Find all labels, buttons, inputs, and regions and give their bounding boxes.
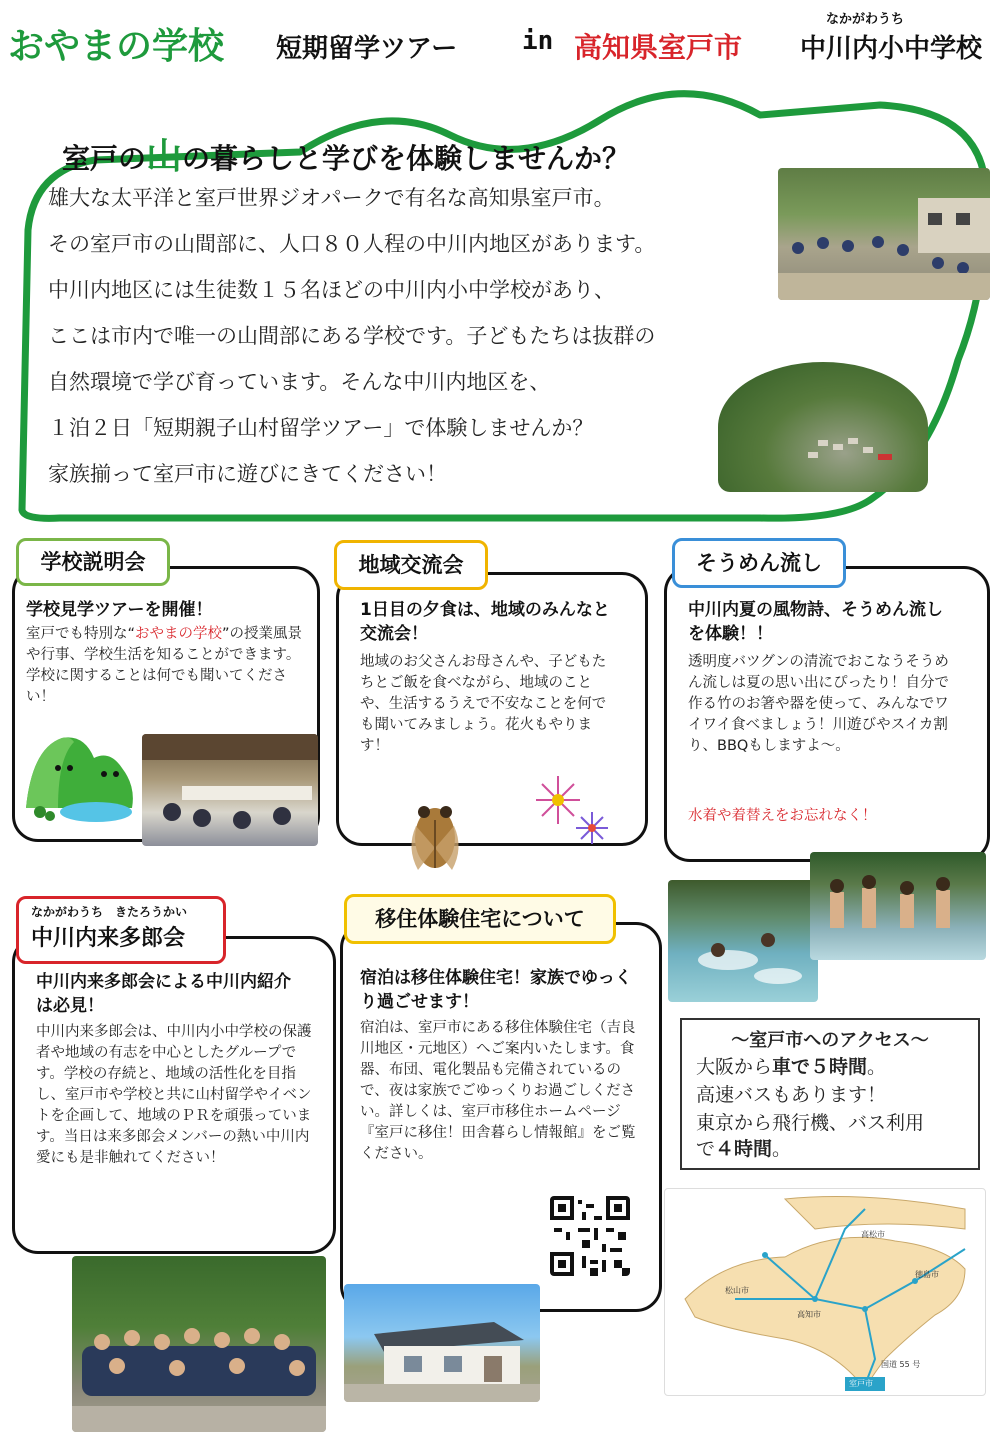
intro-line: ここは市内で唯一の山間部にある学校です。子どもたちは抜群の — [48, 324, 656, 348]
housing-tag: 移住体験住宅について — [344, 894, 616, 944]
access-line1-pre: 大阪から — [696, 1056, 773, 1078]
intro-line: 雄大な太平洋と室戸世界ジオパークで有名な高知県室戸市。 — [48, 186, 615, 210]
somen-tag: そうめん流し — [672, 538, 846, 588]
kitaro-tag-wrap — [16, 896, 226, 964]
mountain-mascot-icon — [22, 728, 138, 824]
somen-body: 透明度バツグンの清流でおこなうそうめん流しは夏の思い出にぴったり！自分で作る竹のお箸や器を使って、みんなでワイワイ食べましょう！川遊びやスイカ割り、BBQもしますよ～。 — [688, 654, 949, 754]
map-city-tokushima: 徳島市 — [915, 1270, 939, 1279]
headline-post: の暮らしと学びを体験しませんか？ — [182, 142, 631, 175]
map-city-kochi: 高知市 — [797, 1310, 821, 1319]
village-aerial-photo — [718, 362, 928, 492]
cicada-icon — [402, 798, 468, 874]
exchange-tag: 地域交流会 — [334, 540, 488, 590]
access-box — [680, 1018, 980, 1170]
school-ruby: なかがわうち — [826, 12, 905, 27]
shikoku-map — [664, 1188, 986, 1396]
intro-line: 中川内地区には生徒数１５名ほどの中川内小中学校があり、 — [48, 278, 615, 302]
access-line4-post: 。 — [772, 1138, 792, 1160]
headline-pre: 室戸の — [62, 142, 147, 175]
access-title: ～室戸市へのアクセス～ — [731, 1030, 929, 1051]
house-photo — [344, 1284, 540, 1402]
headline-mountain: 山 — [146, 136, 183, 177]
fireworks-icon — [528, 770, 614, 850]
map-road-label: 国道 55 号 — [881, 1360, 921, 1369]
exchange-heading: 1日目の夕食は、地域のみんなと交流会！ — [360, 600, 610, 644]
school-ground-photo — [778, 168, 990, 300]
location-title: 高知県室戸市 — [574, 31, 743, 64]
brand-title: おやまの学校 — [8, 26, 225, 67]
oyama-highlight: おやまの学校 — [135, 626, 223, 642]
kitaro-body: 中川内来多郎会は、中川内小中学校の保護者や地域の有志を中心としたグループです。学校の存続と、地域の活性化を目指し、室戸市や学校と共に山村留学やイベントを企画して、地域のＰＲを頑張っています。当日は来多郎会メンバーの熱い中川内愛にも是非触れてください！ — [36, 1024, 312, 1166]
intro-headline — [62, 128, 630, 179]
intro-line: 家族揃って室戸市に遊びにきてください！ — [48, 462, 447, 486]
school-info-tag: 学校説明会 — [16, 538, 170, 586]
kitaro-ruby: なかがわうち きたろうかい — [31, 905, 188, 919]
school-info-heading: 学校見学ツアーを開催！ — [26, 600, 213, 620]
housing-body: 宿泊は、室戸市にある移住体験住宅（吉良川地区・元地区）へご案内いたします。食器、布団、電化製品も完備されているので、夜は家族でごゆっくりお過ごしください。詳しくは、室戸市移住ホームページ『室戸に移住！田舎暮らし情報館』をご覧ください。 — [360, 1020, 636, 1162]
access-line4-pre: で — [696, 1138, 716, 1160]
school-info-body — [26, 624, 306, 708]
access-line1-post: 。 — [867, 1056, 887, 1078]
group-photo — [72, 1256, 326, 1432]
river-play-photo — [668, 880, 818, 1002]
in-label: in — [522, 26, 554, 56]
map-city-takamatsu: 高松市 — [861, 1230, 885, 1239]
access-line-2: 高速バスもあります！ — [696, 1084, 887, 1106]
access-line-1 — [696, 1052, 886, 1079]
classroom-photo — [142, 734, 318, 846]
kitaro-heading: 中川内来多郎会による中川内紹介は必見！ — [36, 972, 291, 1016]
access-line4-bold: ４時間 — [715, 1138, 773, 1160]
map-city-muroto: 室戸市 — [849, 1379, 873, 1388]
access-line-3: 東京から飛行機、バス利用 — [696, 1112, 925, 1134]
tour-title: 短期留学ツアー — [276, 34, 458, 64]
housing-heading: 宿泊は移住体験住宅！家族でゆっくり過ごせます！ — [360, 968, 632, 1012]
somen-note: 水着や着替えをお忘れなく！ — [688, 808, 877, 824]
school-info-body-pre: 室戸でも特別な“ — [26, 626, 136, 642]
intro-line: 自然環境で学び育っています。そんな中川内地区を、 — [48, 370, 551, 394]
intro-line: １泊２日「短期親子山村留学ツアー」で体験しませんか？ — [48, 416, 594, 440]
exchange-body: 地域のお父さんお母さんや、子どもたちとご飯を食べながら、地域のことや、生活するうえで不安なことを何でも聞いてみましょう。花火もやります！ — [360, 654, 607, 754]
qr-code[interactable] — [550, 1196, 630, 1276]
somen-heading: 中川内夏の風物詩、そうめん流しを体験！！ — [688, 600, 943, 644]
access-line-4 — [696, 1134, 791, 1161]
map-city-matsuyama: 松山市 — [725, 1286, 749, 1295]
somen-people-photo — [810, 852, 986, 960]
school-info-body-post: ”の授業風景や行事、学校生活を知ることができます。学校に関することは何でも聞いてください！ — [26, 626, 303, 705]
school-title: 中川内小中学校 — [800, 34, 983, 64]
intro-line: その室戸市の山間部に、人口８０人程の中川内地区があります。 — [48, 232, 656, 256]
access-line1-bold: 車で５時間 — [772, 1056, 868, 1078]
kitaro-tag: 中川内来多郎会 — [31, 926, 186, 951]
